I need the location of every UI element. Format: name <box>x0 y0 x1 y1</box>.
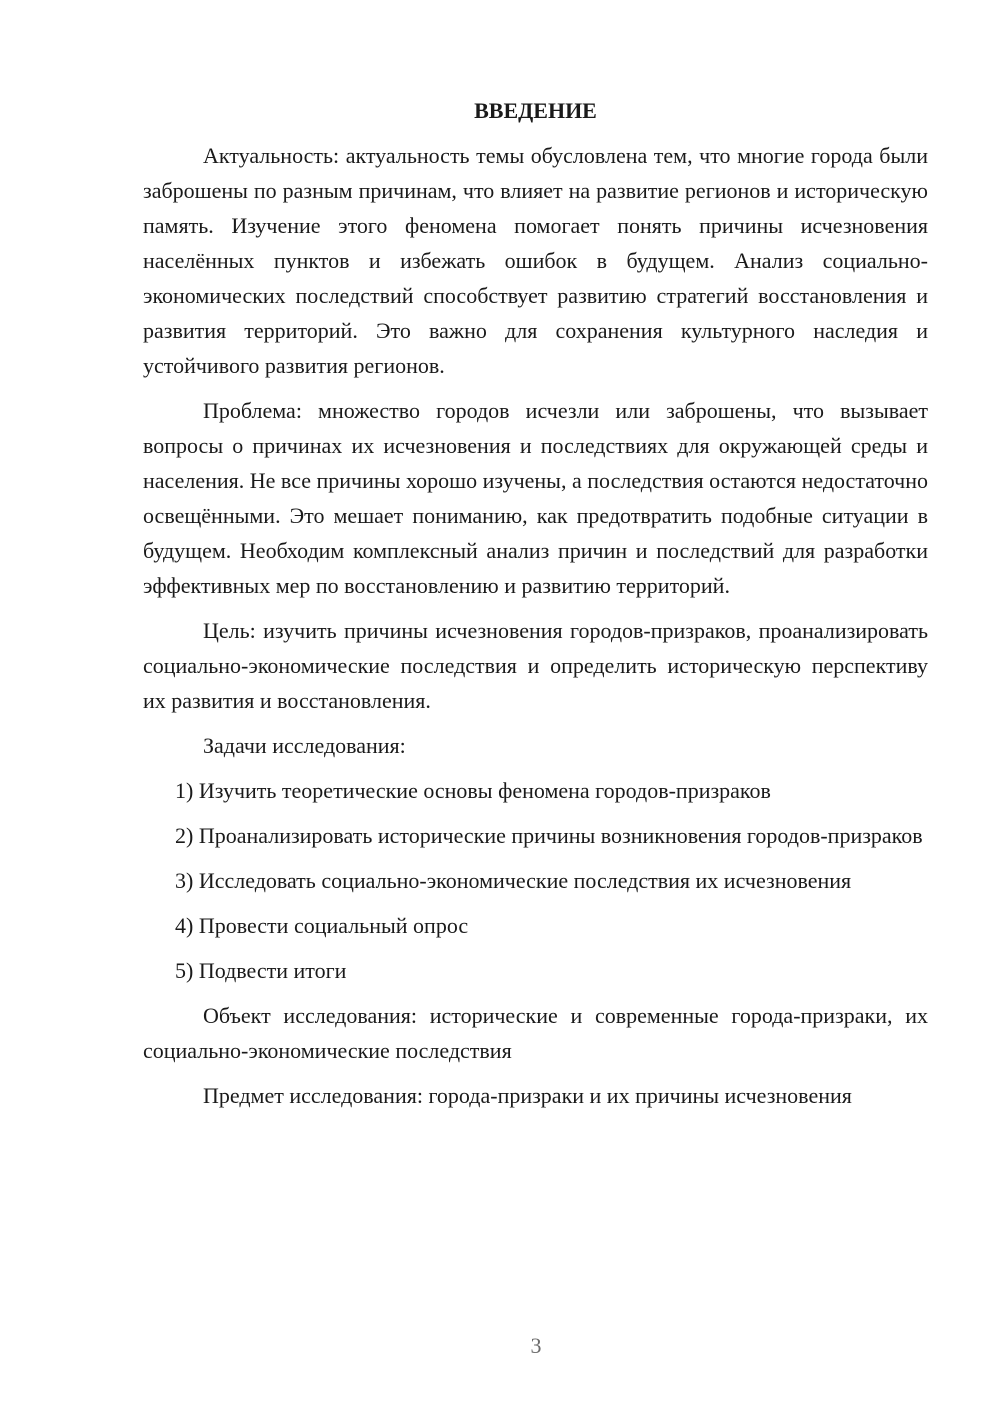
page-number: 3 <box>530 1333 542 1358</box>
subject-paragraph: Предмет исследования: города-призраки и их причины исчезновения <box>203 1083 852 1108</box>
tasks-heading: Задачи исследования: <box>203 733 406 758</box>
page-body <box>143 93 928 1123</box>
relevance-paragraph: Актуальность: актуальность темы обусловлена тем, что многие города были заброшены по разным причинам, что влияет на развитие регионов и историческую память. Изучение этого феномена помогает понять причины исчезновения населённых пунктов и избежать ошибок в будущем. Анализ социально-экономических последствий способствует развитию стратегий восстановления и развития территорий. Это важно для сохранения культурного наследия и устойчивого развития регионов. <box>143 143 928 378</box>
task-item-5: 5) Подвести итоги <box>175 958 347 983</box>
task-item-1: 1) Изучить теоретические основы феномена городов-призраков <box>175 778 771 803</box>
task-item-4: 4) Провести социальный опрос <box>175 913 469 938</box>
page-title: ВВЕДЕНИЕ <box>474 98 597 123</box>
task-item-2: 2) Проанализировать исторические причины возникновения городов-призраков <box>175 823 923 848</box>
task-item-3: 3) Исследовать социально-экономические последствия их исчезновения <box>175 868 852 893</box>
object-paragraph: Объект исследования: исторические и современные города-призраки, их социально-экономические последствия <box>143 1003 928 1063</box>
goal-paragraph: Цель: изучить причины исчезновения городов-призраков, проанализировать социально-экономические последствия и определить историческую перспективу их развития и восстановления. <box>143 618 928 713</box>
problem-paragraph: Проблема: множество городов исчезли или заброшены, что вызывает вопросы о причинах их исчезновения и последствиях для окружающей среды и населения. Не все причины хорошо изучены, а последствия остаются недостаточно освещёнными. Это мешает пониманию, как предотвратить подобные ситуации в будущем. Необходим комплексный анализ причин и последствий для разработки эффективных мер по восстановлению и развитию территорий. <box>143 398 928 598</box>
